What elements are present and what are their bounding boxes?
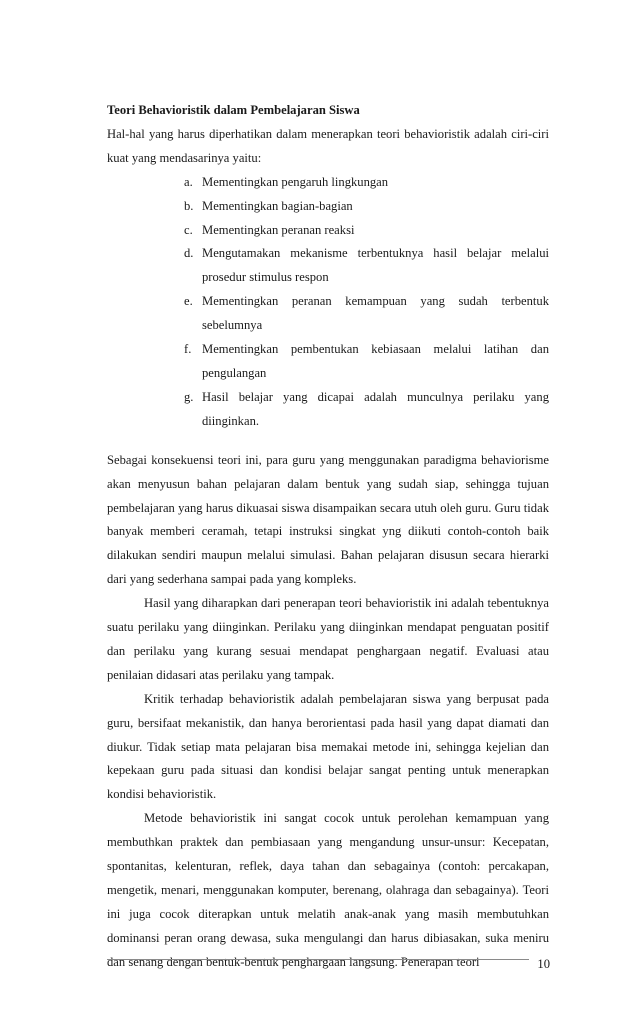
list-item — [184, 290, 549, 338]
list-item — [184, 195, 549, 219]
body-text — [107, 99, 549, 975]
list-item-text: Hasil belajar yang dicapai adalah munculnya perilaku yang diinginkan. — [202, 389, 549, 428]
list-item — [184, 219, 549, 243]
paragraph-method: Metode behavioristik ini sangat cocok untuk perolehan kemampuan yang membuthkan praktek dan pembiasaan yang mengandung unsur-unsur: Kecepatan, spontanitas, kelenturan, reflek, daya tahan dan sebagainya (contoh: percakapan, mengetik, menari, menggunakan komputer, berenang, olahraga dan sebagainya). Teori ini juga cocok diterapkan untuk melatih anak-anak yang masih membutuhkan dominansi peran orang dewasa, suka mengulangi dan harus dibiasakan, suka meniru dan senang dengan bentuk-bentuk penghargaan langsung. Penerapan teori — [107, 811, 549, 969]
list-item-text: Mengutamakan mekanisme terbentuknya hasil belajar melalui prosedur stimulus respon — [202, 246, 549, 285]
list-item-text: Mementingkan pengaruh lingkungan — [202, 174, 389, 189]
list-marker: b. — [184, 198, 194, 213]
list-marker: f. — [184, 342, 192, 357]
page-number: 10 — [537, 957, 550, 971]
list-marker: d. — [184, 246, 194, 261]
section-heading: Teori Behavioristik dalam Pembelajaran Siswa — [107, 103, 360, 117]
paragraph-results: Hasil yang diharapkan dari penerapan teori behavioristik ini adalah tebentuknya suatu perilaku yang diinginkan. Perilaku yang diinginkan mendapat penguatan positif dan perilaku yang kurang sesuai mendapat penghargaan negatif. Evaluasi atau penilaian didasari atas perilaku yang tampak. — [107, 596, 549, 682]
list-marker: g. — [184, 389, 194, 404]
intro-paragraph: Hal-hal yang harus diperhatikan dalam menerapkan teori behavioristik adalah ciri-ciri kuat yang mendasarinya yaitu: — [107, 126, 549, 165]
footer-divider — [107, 959, 529, 960]
paragraph-consequence: Sebagai konsekuensi teori ini, para guru yang menggunakan paradigma behaviorisme akan menyusun bahan pelajaran dalam bentuk yang sudah siap, sehingga tujuan pembelajaran yang harus dikuasai siswa disampaikan secara utuh oleh guru. Guru tidak banyak memberi ceramah, tetapi instruksi singkat yng diikuti contoh-contoh baik dilakukan sendiri maupun melalui simulasi. Bahan pelajaran disusun secara hierarki dari yang sederhana sampai pada yang kompleks. — [107, 452, 549, 587]
list-item-text: Mementingkan pembentukan kebiasaan melalui latihan dan pengulangan — [202, 342, 549, 380]
list-marker: c. — [184, 222, 193, 237]
list-item — [184, 338, 549, 386]
paragraph-criticism: Kritik terhadap behavioristik adalah pembelajaran siswa yang berpusat pada guru, bersifaat mekanistik, dan hanya berorientasi pada hasil yang dapat diamati dan diukur. Tidak setiap mata pelajaran bisa memakai metode ini, sehingga kejelian dan kepekaan guru pada situasi dan kondisi belajar sangat penting untuk menerapkan kondisi behavioristik. — [107, 691, 549, 802]
list-item — [184, 386, 549, 434]
paragraph-spacer — [107, 434, 549, 449]
list-marker: a. — [184, 174, 193, 189]
characteristics-list — [107, 171, 549, 434]
list-item — [184, 171, 549, 195]
list-item-text: Mementingkan bagian-bagian — [202, 198, 353, 213]
list-item-text: Mementingkan peranan reaksi — [202, 222, 355, 237]
list-item — [184, 242, 549, 290]
list-item-text: Mementingkan peranan kemampuan yang sudah terbentuk sebelumnya — [202, 294, 549, 333]
list-marker: e. — [184, 294, 193, 309]
